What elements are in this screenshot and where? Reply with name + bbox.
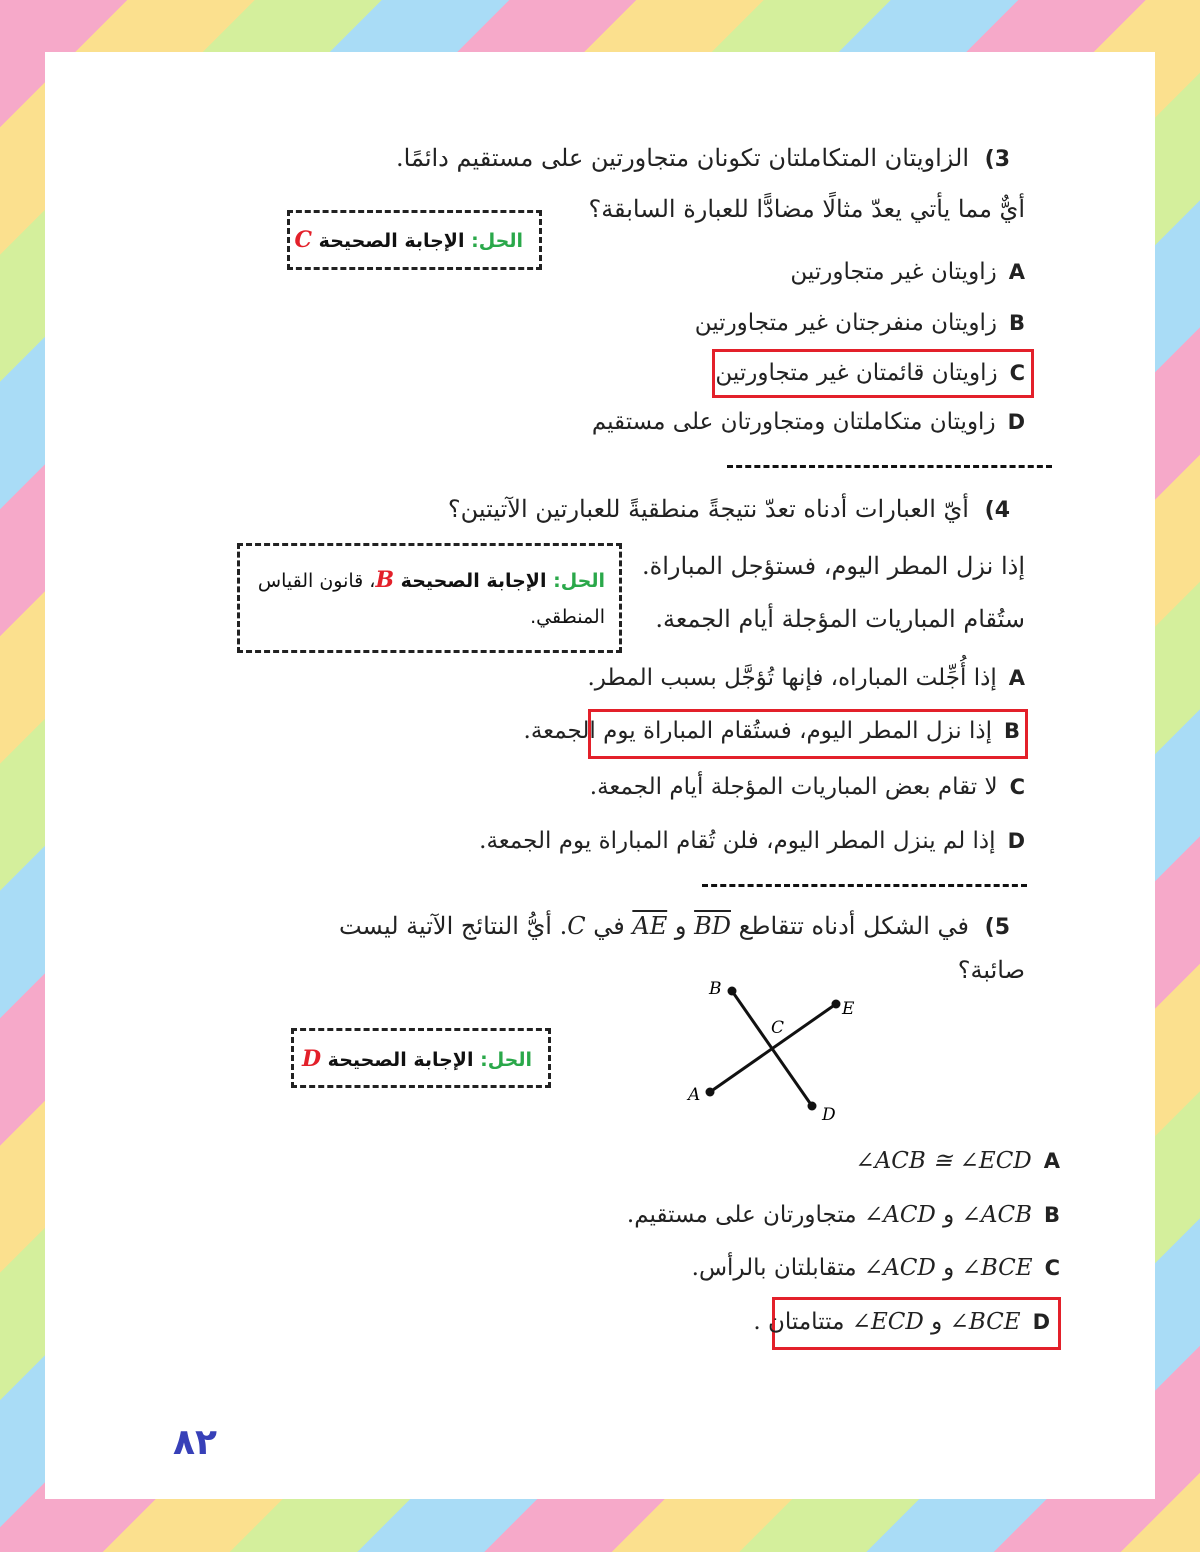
q5-solution-box bbox=[291, 1028, 551, 1088]
q5-point-c: C bbox=[567, 912, 586, 940]
point-e bbox=[832, 1000, 841, 1009]
q5-option-b-conj: و bbox=[943, 1202, 955, 1228]
q5-stem-part2: في bbox=[593, 912, 625, 940]
q3-option-b bbox=[695, 310, 1025, 336]
q5-option-d-angle1: ∠BCE bbox=[949, 1309, 1021, 1335]
q5-option-d-letter: D bbox=[1032, 1310, 1050, 1334]
q5-stem-part1: في الشكل أدناه تتقاطع bbox=[738, 912, 969, 940]
q5-option-b-angle1: ∠ACB bbox=[961, 1202, 1032, 1228]
q3-stem bbox=[396, 144, 1010, 172]
q4-solution-extra: ، قانون القياس المنطقي. bbox=[257, 570, 605, 628]
q5-number: 5) bbox=[984, 915, 1010, 940]
q4-option-a-text: إذا أُجِّلت المباراه، فإنها تُؤجَّل بسبب المطر. bbox=[587, 665, 997, 691]
point-a bbox=[706, 1088, 715, 1097]
q5-segment-bd: BD bbox=[694, 912, 731, 940]
q4-premise-1: إذا نزل المطر اليوم، فستؤجل المباراة. bbox=[642, 552, 1025, 580]
q3-option-a-letter: A bbox=[1008, 260, 1025, 284]
q5-solution-answer: D bbox=[301, 1046, 322, 1072]
q5-option-b-angle2: ∠ACD bbox=[863, 1202, 936, 1228]
q5-option-a bbox=[855, 1148, 1060, 1174]
label-a: A bbox=[688, 1085, 701, 1105]
q5-option-c-rest: متقابلتان بالرأس. bbox=[691, 1255, 857, 1281]
q5-option-d-angle2: ∠ECD bbox=[851, 1309, 924, 1335]
q5-option-d-conj: و bbox=[931, 1309, 943, 1335]
q4-solution-box bbox=[237, 543, 622, 653]
q4-option-d-text: إذا لم ينزل المطر اليوم، فلن تُقام المباراة يوم الجمعة. bbox=[479, 828, 996, 854]
q3-option-d bbox=[592, 409, 1025, 435]
q5-option-a-text: ∠ACB ≅ ∠ECD bbox=[855, 1148, 1032, 1174]
worksheet-page bbox=[45, 52, 1155, 1499]
q5-option-d-rest: متتامتان . bbox=[753, 1309, 845, 1335]
q5-option-c-conj: و bbox=[943, 1255, 955, 1281]
q5-solution-label: الحل: bbox=[480, 1049, 532, 1071]
q4-number: 4) bbox=[984, 498, 1010, 523]
q5-stem-part3: . أيُّ النتائج الآتية ليست bbox=[338, 912, 568, 940]
separator-2 bbox=[702, 884, 1027, 887]
q3-stem-text: الزاويتان المتكاملتان تكونان متجاورتين على مستقيم دائمًا. bbox=[396, 144, 969, 172]
q4-option-b-text: إذا نزل المطر اليوم، فستُقام المباراة يوم الجمعة. bbox=[523, 718, 992, 744]
q5-option-c-angle1: ∠BCE bbox=[961, 1255, 1033, 1281]
q4-option-b bbox=[524, 718, 1020, 744]
q5-stem-line2: صائبة؟ bbox=[957, 956, 1025, 984]
q3-option-b-letter: B bbox=[1008, 311, 1025, 335]
label-b: B bbox=[709, 979, 722, 999]
q5-option-b-rest: متجاورتان على مستقيم. bbox=[626, 1202, 857, 1228]
q5-option-c-letter: C bbox=[1044, 1256, 1060, 1280]
q5-option-c-angle2: ∠ACD bbox=[863, 1255, 936, 1281]
q4-premise-2: ستُقام المباريات المؤجلة أيام الجمعة. bbox=[655, 605, 1025, 633]
q4-option-d bbox=[479, 828, 1025, 854]
q3-solution-label: الحل: bbox=[471, 230, 523, 252]
q4-option-a bbox=[587, 665, 1025, 691]
label-e: E bbox=[842, 999, 855, 1019]
q3-option-a-text: زاويتان غير متجاورتين bbox=[790, 259, 997, 285]
q5-option-b-letter: B bbox=[1043, 1203, 1060, 1227]
q4-solution-text: الإجابة الصحيحة bbox=[400, 570, 547, 592]
q3-question: أيٌّ مما يأتي يعدّ مثالًا مضادًّا للعبارة السابقة؟ bbox=[588, 195, 1025, 223]
point-b bbox=[728, 987, 737, 996]
q5-option-b bbox=[627, 1202, 1060, 1228]
q4-option-d-letter: D bbox=[1007, 829, 1025, 853]
q3-option-d-letter: D bbox=[1007, 410, 1025, 434]
q4-solution-label: الحل: bbox=[553, 570, 605, 592]
q3-option-a bbox=[790, 259, 1025, 285]
q5-segment-ae: AE bbox=[632, 912, 668, 940]
separator-1 bbox=[727, 465, 1052, 468]
q5-solution-text: الإجابة الصحيحة bbox=[327, 1049, 474, 1071]
page-number: ٨٢ bbox=[173, 1422, 217, 1463]
q4-option-c bbox=[590, 774, 1025, 800]
q4-stem bbox=[448, 495, 1010, 523]
q3-option-c bbox=[715, 360, 1025, 386]
q4-stem-text: أيّ العبارات أدناه تعدّ نتيجةً منطقيةً للعبارتين الآتيتين؟ bbox=[447, 495, 969, 523]
q3-option-c-text: زاويتان قائمتان غير متجاورتين bbox=[715, 360, 998, 386]
q3-number: 3) bbox=[984, 147, 1010, 172]
q5-intersection-figure bbox=[675, 974, 875, 1124]
q4-option-c-letter: C bbox=[1009, 775, 1025, 799]
q4-option-c-text: لا تقام بعض المباريات المؤجلة أيام الجمعة. bbox=[589, 774, 998, 800]
q5-option-a-letter: A bbox=[1043, 1149, 1060, 1173]
q4-option-b-letter: B bbox=[1003, 719, 1020, 743]
q3-option-c-letter: C bbox=[1009, 361, 1025, 385]
q5-option-d bbox=[753, 1309, 1050, 1335]
q3-solution-text: الإجابة الصحيحة bbox=[318, 230, 465, 252]
label-d: D bbox=[822, 1105, 836, 1124]
q3-solution-box bbox=[287, 210, 542, 270]
point-d bbox=[808, 1102, 817, 1111]
q5-stem bbox=[339, 912, 1010, 940]
q4-solution-answer: B bbox=[375, 567, 395, 593]
q3-option-d-text: زاويتان متكاملتان ومتجاورتان على مستقيم bbox=[591, 409, 996, 435]
q3-option-b-text: زاويتان منفرجتان غير متجاورتين bbox=[694, 310, 997, 336]
q5-conj: و bbox=[674, 912, 687, 940]
q3-solution-answer: C bbox=[294, 227, 313, 253]
q4-option-a-letter: A bbox=[1008, 666, 1025, 690]
label-c: C bbox=[771, 1018, 785, 1038]
q5-option-c bbox=[692, 1255, 1060, 1281]
